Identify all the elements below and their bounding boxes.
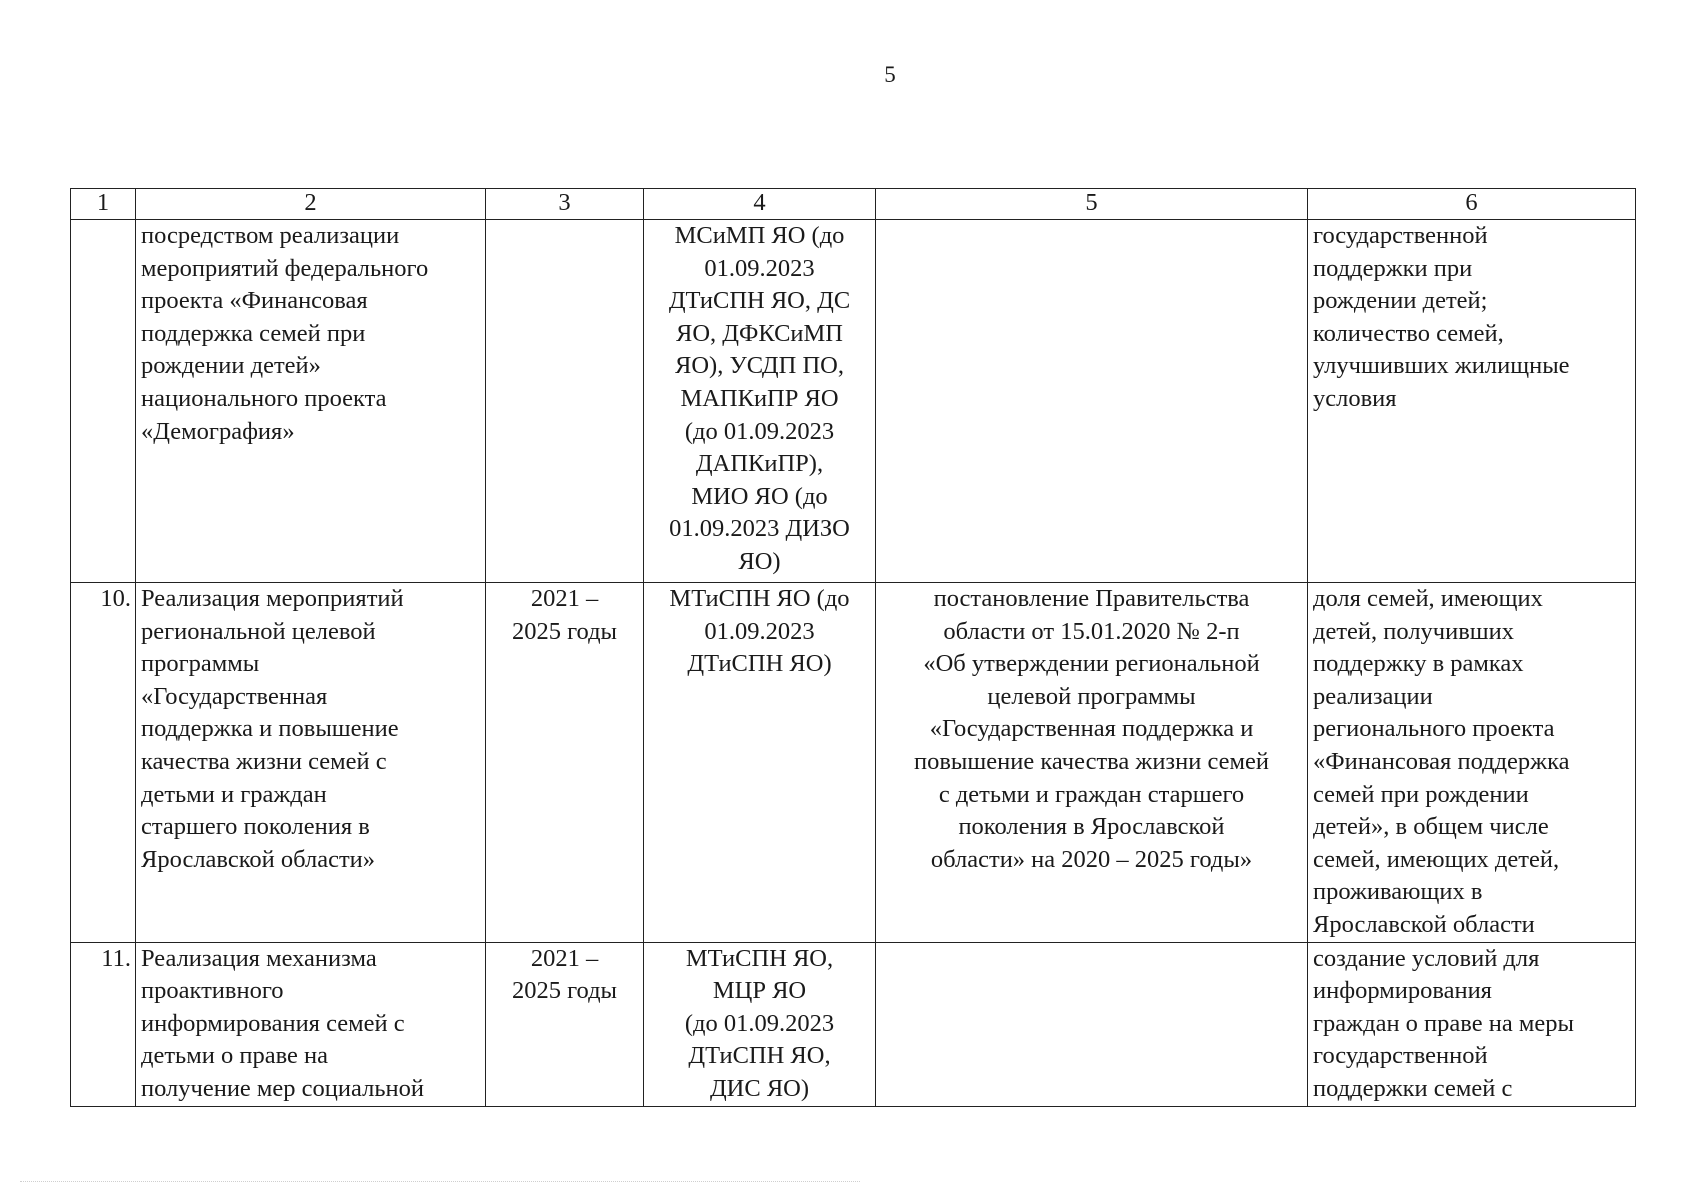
row-number: 11. [71, 942, 136, 1106]
basis-cell [876, 942, 1308, 1106]
scan-artifact-line [20, 1181, 860, 1182]
plan-table [70, 188, 1636, 1107]
basis-cell: постановление Правительства области от 15.01.2020 № 2-п «Об утверждении региональной целевой программы «Государственная поддержка и повышение качества жизни семей с детьми и граждан старшего поколения в Ярославской области» на 2020 – 2025 годы» [876, 583, 1308, 943]
indicators-cell: доля семей, имеющих детей, получивших поддержку в рамках реализации регионального проекта «Финансовая поддержка семей при рождении детей», в общем числе семей, имеющих детей, проживающих в Ярославской области [1308, 583, 1636, 943]
column-header: 1 [71, 189, 136, 220]
row-number [71, 220, 136, 583]
executors-cell: МТиСПН ЯО, МЦР ЯО (до 01.09.2023 ДТиСПН ЯО, ДИС ЯО) [644, 942, 876, 1106]
page-number: 5 [884, 62, 896, 87]
column-header: 4 [644, 189, 876, 220]
indicators-cell: государственной поддержки при рождении детей; количество семей, улучшивших жилищные условия [1308, 220, 1636, 583]
activity-cell: посредством реализации мероприятий федерального проекта «Финансовая поддержка семей при рождении детей» национального проекта «Демография» [136, 220, 486, 583]
executors-cell: МСиМП ЯО (до 01.09.2023 ДТиСПН ЯО, ДС ЯО, ДФКСиМП ЯО), УСДП ПО, МАПКиПР ЯО (до 01.09.2023 ДАПКиПР), МИО ЯО (до 01.09.2023 ДИЗО ЯО) [644, 220, 876, 583]
activity-cell: Реализация мероприятий региональной целевой программы «Государственная поддержка и повышение качества жизни семей с детьми и граждан старшего поколения в Ярославской области» [136, 583, 486, 943]
table-header-row [71, 189, 1636, 220]
table-row [71, 220, 1636, 583]
table-row [71, 942, 1636, 1106]
column-header: 5 [876, 189, 1308, 220]
column-header: 3 [486, 189, 644, 220]
row-number: 10. [71, 583, 136, 943]
table-row [71, 583, 1636, 943]
basis-cell [876, 220, 1308, 583]
column-header: 6 [1308, 189, 1636, 220]
indicators-cell: создание условий для информирования граждан о праве на меры государственной поддержки семей с [1308, 942, 1636, 1106]
executors-cell: МТиСПН ЯО (до 01.09.2023 ДТиСПН ЯО) [644, 583, 876, 943]
activity-cell: Реализация механизма проактивного информирования семей с детьми о праве на получение мер социальной [136, 942, 486, 1106]
period-cell: 2021 – 2025 годы [486, 942, 644, 1106]
period-cell [486, 220, 644, 583]
column-header: 2 [136, 189, 486, 220]
period-cell: 2021 – 2025 годы [486, 583, 644, 943]
